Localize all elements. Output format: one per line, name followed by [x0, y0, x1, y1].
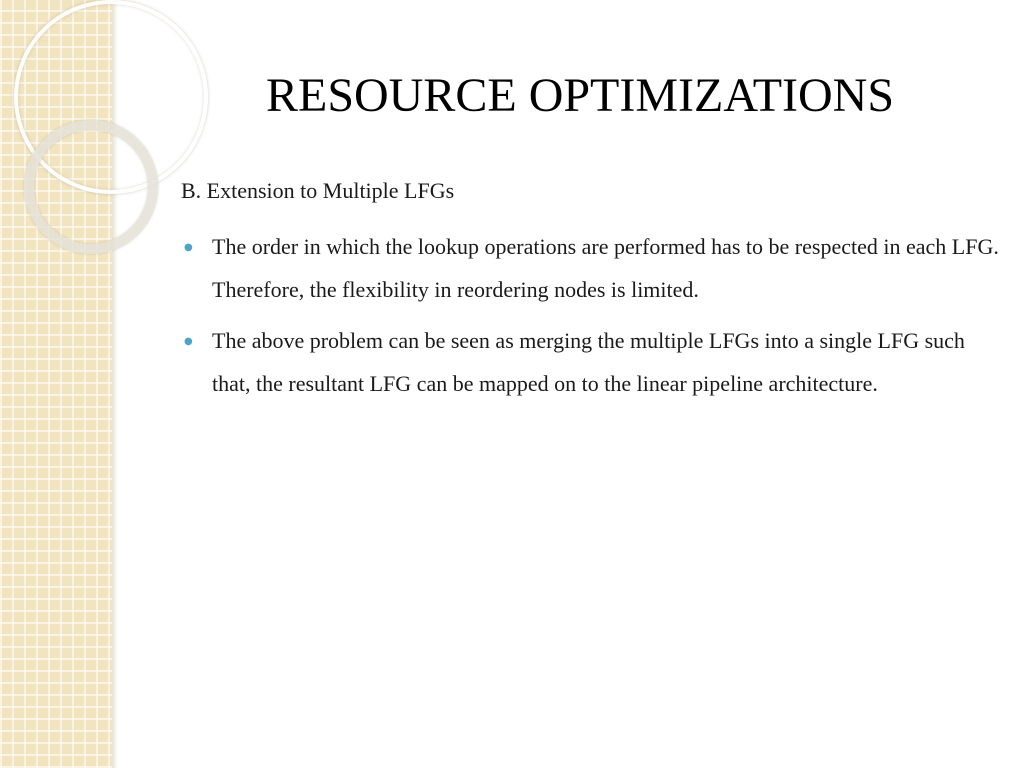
bullet-item: [181, 226, 1001, 311]
decorative-ring-small: [24, 120, 158, 254]
bullet-item: [181, 320, 1001, 405]
bullet-text: The order in which the lookup operations are performed has to be respected in each LFG. Therefore, the flexibility in reordering nodes is limited.: [212, 234, 999, 302]
bullet-text: The above problem can be seen as merging the multiple LFGs into a single LFG such that, the resultant LFG can be mapped on to the linear pipeline architecture.: [212, 328, 965, 396]
slide-title: RESOURCE OPTIMIZATIONS: [265, 69, 895, 122]
bullet-list: [181, 226, 1001, 414]
slide-subheading: B. Extension to Multiple LFGs: [181, 178, 455, 203]
